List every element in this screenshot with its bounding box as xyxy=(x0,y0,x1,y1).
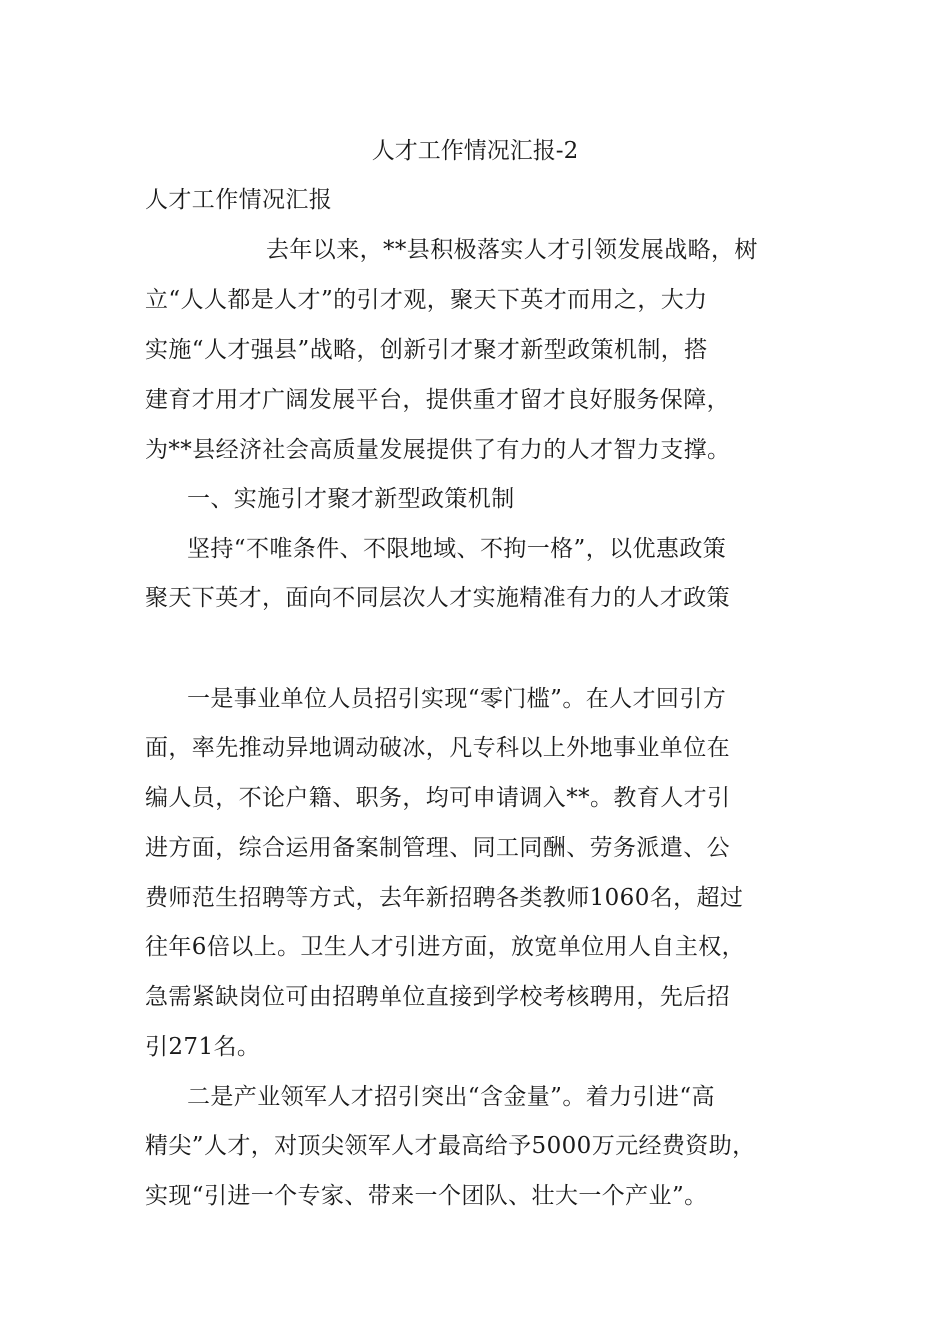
paragraph-line: 引271名。 xyxy=(145,1034,261,1060)
paragraph-line: 急需紧缺岗位可由招聘单位直接到学校考核聘用，先后招 xyxy=(145,984,730,1010)
paragraph-line: 坚持“不唯条件、不限地域、不拘一格”，以优惠政策 xyxy=(187,536,727,562)
paragraph-line: 去年以来，**县积极落实人才引领发展战略，树 xyxy=(266,237,758,263)
document-subtitle: 人才工作情况汇报 xyxy=(145,187,333,213)
paragraph-line: 实施“人才强县”战略，创新引才聚才新型政策机制，搭 xyxy=(145,337,708,363)
paragraph-line: 建育才用才广阔发展平台，提供重才留才良好服务保障， xyxy=(145,387,730,413)
paragraph-line: 面，率先推动异地调动破冰，凡专科以上外地事业单位在 xyxy=(145,735,730,761)
paragraph-line: 立“人人都是人才”的引才观，聚天下英才而用之，大力 xyxy=(145,287,708,313)
paragraph-line: 为**县经济社会高质量发展提供了有力的人才智力支撑。 xyxy=(145,437,731,463)
paragraph-line: 费师范生招聘等方式，去年新招聘各类教师1060名，超过 xyxy=(145,885,744,911)
paragraph-line: 一是事业单位人员招引实现“零门槛”。在人才回引方 xyxy=(187,686,727,712)
section-heading: 一、实施引才聚才新型政策机制 xyxy=(187,486,515,512)
paragraph-line: 往年6倍以上。卫生人才引进方面，放宽单位用人自主权， xyxy=(145,934,746,960)
document-title: 人才工作情况汇报-2 xyxy=(371,138,579,164)
paragraph-line: 二是产业领军人才招引突出“含金量”。着力引进“高 xyxy=(187,1084,715,1110)
paragraph-line: 实现“引进一个专家、带来一个团队、壮大一个产业”。 xyxy=(145,1183,708,1209)
paragraph-line: 精尖”人才，对顶尖领军人才最高给予5000万元经费资助， xyxy=(145,1133,756,1159)
paragraph-line: 进方面，综合运用备案制管理、同工同酬、劳务派遣、公 xyxy=(145,835,730,861)
paragraph-line: 聚天下英才，面向不同层次人才实施精准有力的人才政策 xyxy=(145,585,730,611)
paragraph-line: 编人员，不论户籍、职务，均可申请调入**。教育人才引 xyxy=(145,785,731,811)
